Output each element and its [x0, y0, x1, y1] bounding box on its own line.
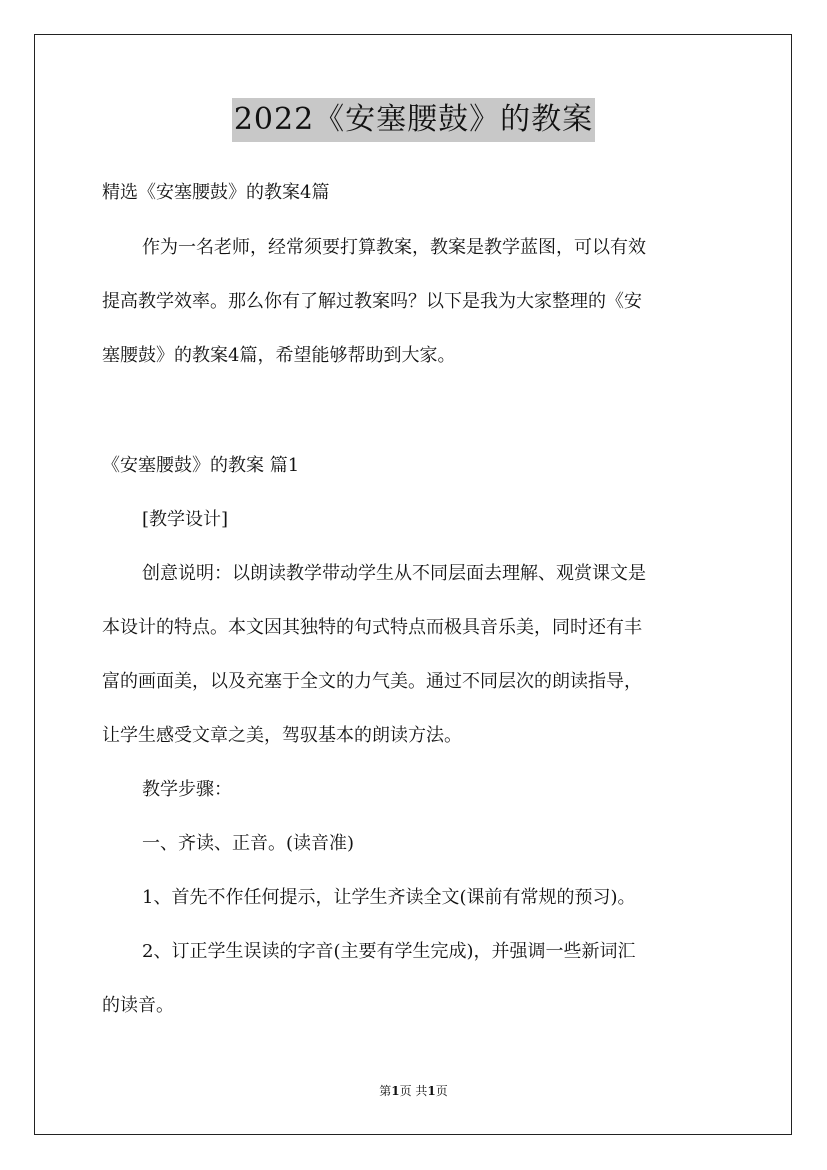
- section-heading: 《安塞腰鼓》的教案 篇1: [102, 455, 300, 476]
- creative-line-3: 富的画面美，以及充塞于全文的力气美。通过不同层次的朗读指导，: [102, 671, 642, 692]
- document-subtitle: 精选《安塞腰鼓》的教案4篇: [102, 182, 330, 203]
- creative-line-1: 创意说明：以朗读教学带动学生从不同层面去理解、观赏课文是: [142, 563, 646, 584]
- step-item-2-line-1: 2、订正学生误读的字音(主要有学生完成)，并强调一些新词汇: [142, 941, 636, 962]
- creative-line-2: 本设计的特点。本文因其独特的句式特点而极具音乐美，同时还有丰: [102, 617, 642, 638]
- step-one-heading: 一、齐读、正音。(读音准): [142, 833, 355, 854]
- step-item-1: 1、首先不作任何提示，让学生齐读全文(课前有常规的预习)。: [142, 887, 636, 908]
- step-item-2-line-2: 的读音。: [102, 995, 174, 1016]
- footer-suffix: 页: [435, 1084, 448, 1098]
- creative-line-4: 让学生感受文章之美，驾驭基本的朗读方法。: [102, 725, 462, 746]
- steps-label: 教学步骤：: [142, 779, 232, 800]
- intro-line-2: 提高教学效率。那么你有了解过教案吗？以下是我为大家整理的《安: [102, 291, 642, 312]
- design-label: [教学设计]: [142, 509, 229, 530]
- intro-line-1: 作为一名老师，经常须要打算教案，教案是教学蓝图，可以有效: [142, 237, 646, 258]
- footer-prefix: 第: [379, 1084, 392, 1098]
- footer-page-total: 1: [427, 1084, 436, 1098]
- footer-page-number: 1: [391, 1084, 400, 1098]
- intro-line-3: 塞腰鼓》的教案4篇，希望能够帮助到大家。: [102, 345, 456, 366]
- page-footer: [0, 1083, 827, 1099]
- footer-middle: 页 共: [399, 1084, 428, 1098]
- document-title: 2022《安塞腰鼓》的教案: [232, 98, 595, 142]
- title-block: [0, 98, 827, 142]
